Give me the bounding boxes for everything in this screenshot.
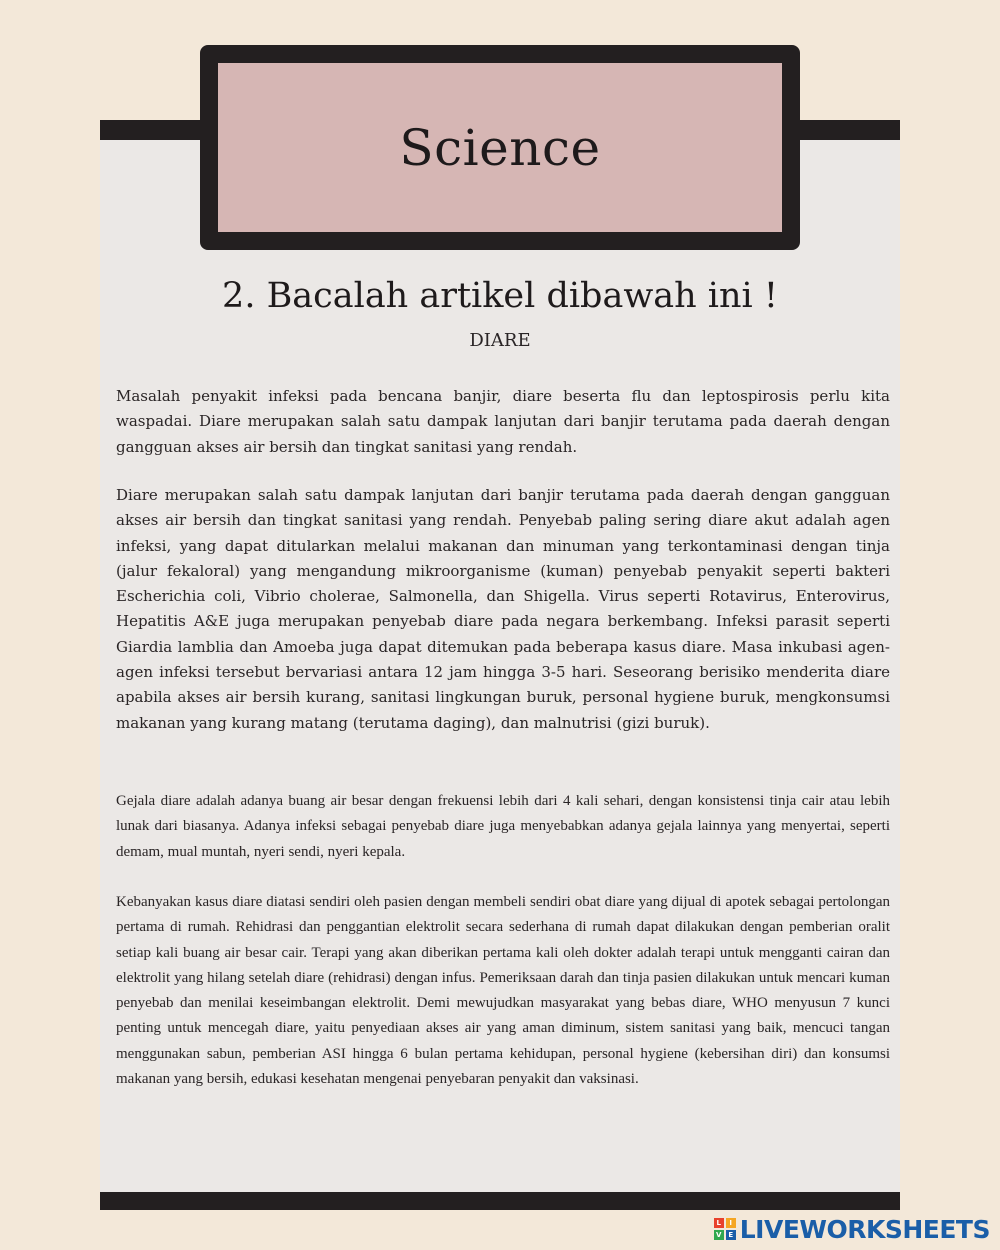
article-paragraph-2: Diare merupakan salah satu dampak lanjutan dari banjir terutama pada daerah dengan gangguan akses air bersih dan tingkat sanitasi yang rendah. Penyebab paling sering diare akut adalah agen infeksi, yang dapat ditularkan melalui makanan dan minuman yang terkontaminasi dengan tinja (jalur fekaloral) yang mengandung mikroorganisme (kuman) penyebab penyakit seperti bakteri Escherichia coli, Vibrio cholerae, Salmonella, dan Shigella. Virus seperti Rotavirus, Enterovirus, Hepatitis A&E juga merupakan penyebab diare pada negara berkembang. Infeksi parasit seperti Giardia lamblia dan Amoeba juga dapat ditemukan pada beberapa kasus diare. Masa inkubasi agen-agen infeksi tersebut bervariasi antara 12 jam hingga 3-5 hari. Seseorang berisiko menderita diare apabila akses air bersih kurang, sanitasi lingkungan buruk, personal hygiene buruk, mengkonsumsi makanan yang kurang matang (terutama daging), dan malnutrisi (gizi buruk). [116, 486, 890, 732]
title-box [200, 45, 800, 250]
section-heading: 2. Bacalah artikel dibawah ini ! [222, 276, 778, 316]
logo-letter-e: E [726, 1230, 736, 1240]
liveworksheets-wordmark: LIVEWORKSHEETS [739, 1214, 990, 1244]
liveworksheets-logo[interactable] [714, 1214, 990, 1244]
article-paragraph-1: Masalah penyakit infeksi pada bencana banjir, diare beserta flu dan leptospirosis perlu kita waspadai. Diare merupakan salah satu dampak lanjutan dari banjir terutama pada daerah dengan gangguan akses air bersih dan tingkat sanitasi yang rendah. [116, 387, 890, 456]
liveworksheets-icon [714, 1218, 736, 1240]
article-paragraph-3: Gejala diare adalah adanya buang air besar dengan frekuensi lebih dari 4 kali sehari, dengan konsistensi tinja cair atau lebih lunak dari biasanya. Adanya infeksi sebagai penyebab diare juga menyebabkan adanya gejala lainnya yang menyertai, seperti demam, mual muntah, nyeri sendi, nyeri kepala. [116, 793, 890, 860]
logo-letter-l: L [714, 1218, 724, 1228]
article-title: DIARE [469, 330, 531, 351]
page-title: Science [399, 118, 601, 177]
bottom-border-bar [100, 1192, 900, 1210]
logo-letter-v: V [714, 1230, 724, 1240]
article-paragraph-4: Kebanyakan kasus diare diatasi sendiri oleh pasien dengan membeli sendiri obat diare yang dijual di apotek sebagai pertolongan pertama di rumah. Rehidrasi dan penggantian elektrolit secara sederhana di rumah dapat dilakukan dengan pemberian oralit setiap kali buang air besar cair. Terapi yang akan diberikan pertama kali oleh dokter adalah terapi untuk mengganti cairan dan elektrolit yang hilang setelah diare (rehidrasi) dengan infus. Pemeriksaan darah dan tinja pasien dilakukan untuk mencari kuman penyebab dan menilai keseimbangan elektrolit. Demi mewujudkan masyarakat yang bebas diare, WHO menyusun 7 kunci penting untuk mencegah diare, yaitu penyediaan akses air yang aman diminum, sistem sanitasi yang baik, mencuci tangan menggunakan sabun, pemberian ASI hingga 6 bulan pertama kehidupan, personal hygiene (kebersihan diri) dan konsumsi makanan yang bersih, edukasi kesehatan mengenai penyebaran penyakit dan vaksinasi. [116, 894, 890, 1088]
logo-letter-i: I [726, 1218, 736, 1228]
